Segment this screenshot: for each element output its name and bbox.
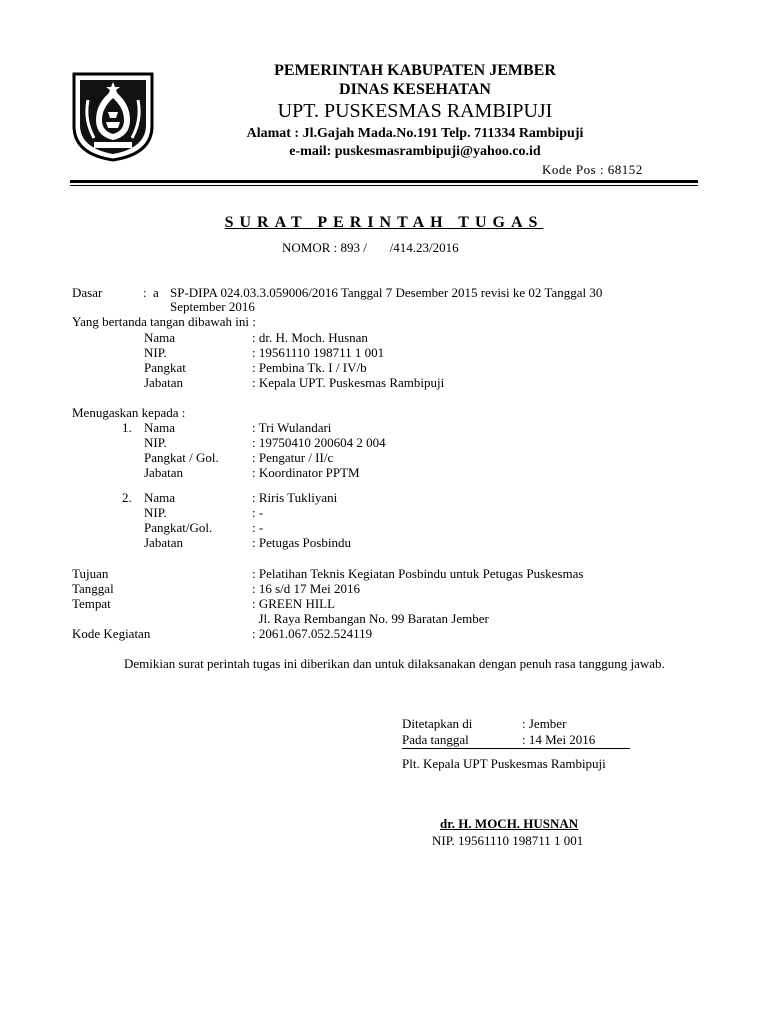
assignee2-nip-value: : - (252, 505, 264, 520)
assignee1-rank-value: : Pengatur / II/c (252, 450, 334, 465)
assignee-number: 2. (122, 490, 132, 505)
header-divider-thick (70, 180, 698, 183)
date-value: : 16 s/d 17 Mei 2016 (252, 581, 360, 596)
assignee1-nip-value: : 19750410 200604 2 004 (252, 435, 386, 450)
dasar-text-line2: September 2016 (170, 299, 255, 314)
purpose-label: Tujuan (72, 566, 109, 581)
assign-intro: Menugaskan kepada : (72, 405, 186, 420)
assignee2-position-label: Jabatan (144, 535, 183, 550)
assignee2-rank-label: Pangkat/Gol. (144, 520, 213, 535)
signer-title: Plt. Kepala UPT Puskesmas Rambipuji (402, 756, 606, 771)
regency-emblem-icon (68, 70, 158, 162)
header-postal-code: Kode Pos : 68152 (542, 162, 643, 177)
signer-position-label: Jabatan (144, 375, 183, 390)
signer-name-label: Nama (144, 330, 176, 345)
assignee1-name-value: : Tri Wulandari (252, 420, 332, 435)
assignee-number: 1. (122, 420, 132, 435)
signer-name-value: : dr. H. Moch. Husnan (252, 330, 368, 345)
dasar-label: Dasar (72, 285, 103, 300)
place-address: Jl. Raya Rembangan No. 99 Baratan Jember (252, 611, 489, 626)
signer-name: dr. H. MOCH. HUSNAN (440, 816, 579, 831)
signer-nip-value: : 19561110 198711 1 001 (252, 345, 385, 360)
assignee1-rank-label: Pangkat / Gol. (144, 450, 219, 465)
closing-paragraph: Demikian surat perintah tugas ini diberikan dan untuk dilaksanakan dengan penuh rasa tanggung jawab. (124, 656, 665, 671)
signer-rank-label: Pangkat (144, 360, 186, 375)
set-date-label: Pada tanggal (402, 732, 469, 747)
set-at-value: : Jember (522, 716, 567, 731)
dasar-text-line1: SP-DIPA 024.03.3.059006/2016 Tanggal 7 Desember 2015 revisi ke 02 Tanggal 30 (170, 285, 603, 300)
header-government: PEMERINTAH KABUPATEN JEMBER (274, 62, 556, 79)
assignee1-name-label: Nama (144, 420, 176, 435)
activity-code-value: : 2061.067.052.524119 (252, 626, 373, 641)
dasar-item-letter: a (153, 285, 159, 300)
activity-code-label: Kode Kegiatan (72, 626, 151, 641)
header-department: DINAS KESEHATAN (339, 81, 491, 98)
header-email: e-mail: puskesmasrambipuji@yahoo.co.id (289, 144, 541, 159)
assignee1-position-label: Jabatan (144, 465, 183, 480)
set-date-value: : 14 Mei 2016 (522, 732, 596, 747)
date-label: Tanggal (72, 581, 114, 596)
set-at-label: Ditetapkan di (402, 716, 473, 731)
header-address: Alamat : Jl.Gajah Mada.No.191 Telp. 711334 Rambipuji (246, 126, 584, 141)
assignee1-position-value: : Koordinator PPTM (252, 465, 360, 480)
document-number: NOMOR : 893 / /414.23/2016 (282, 240, 459, 255)
purpose-value: : Pelatihan Teknis Kegiatan Posbindu untuk Petugas Puskesmas (252, 566, 584, 581)
assignee1-nip-label: NIP. (144, 435, 167, 450)
signer-nip: NIP. 19561110 198711 1 001 (432, 833, 584, 848)
assignee2-rank-value: : - (252, 520, 264, 535)
signer-intro: Yang bertanda tangan dibawah ini : (72, 314, 256, 329)
signature-divider (402, 748, 630, 749)
document-title: SURAT PERINTAH TUGAS (224, 214, 544, 231)
assignee2-nip-label: NIP. (144, 505, 167, 520)
signer-rank-value: : Pembina Tk. I / IV/b (252, 360, 367, 375)
signer-nip-label: NIP. (144, 345, 167, 360)
assignee2-name-label: Nama (144, 490, 176, 505)
header-institution: UPT. PUSKESMAS RAMBIPUJI (277, 100, 553, 122)
dasar-colon: : (143, 285, 147, 300)
assignee2-position-value: : Petugas Posbindu (252, 535, 351, 550)
assignee2-name-value: : Riris Tukliyani (252, 490, 338, 505)
place-label: Tempat (72, 596, 111, 611)
place-value: : GREEN HILL (252, 596, 336, 611)
signer-position-value: : Kepala UPT. Puskesmas Rambipuji (252, 375, 445, 390)
header-divider-thin (70, 185, 698, 186)
